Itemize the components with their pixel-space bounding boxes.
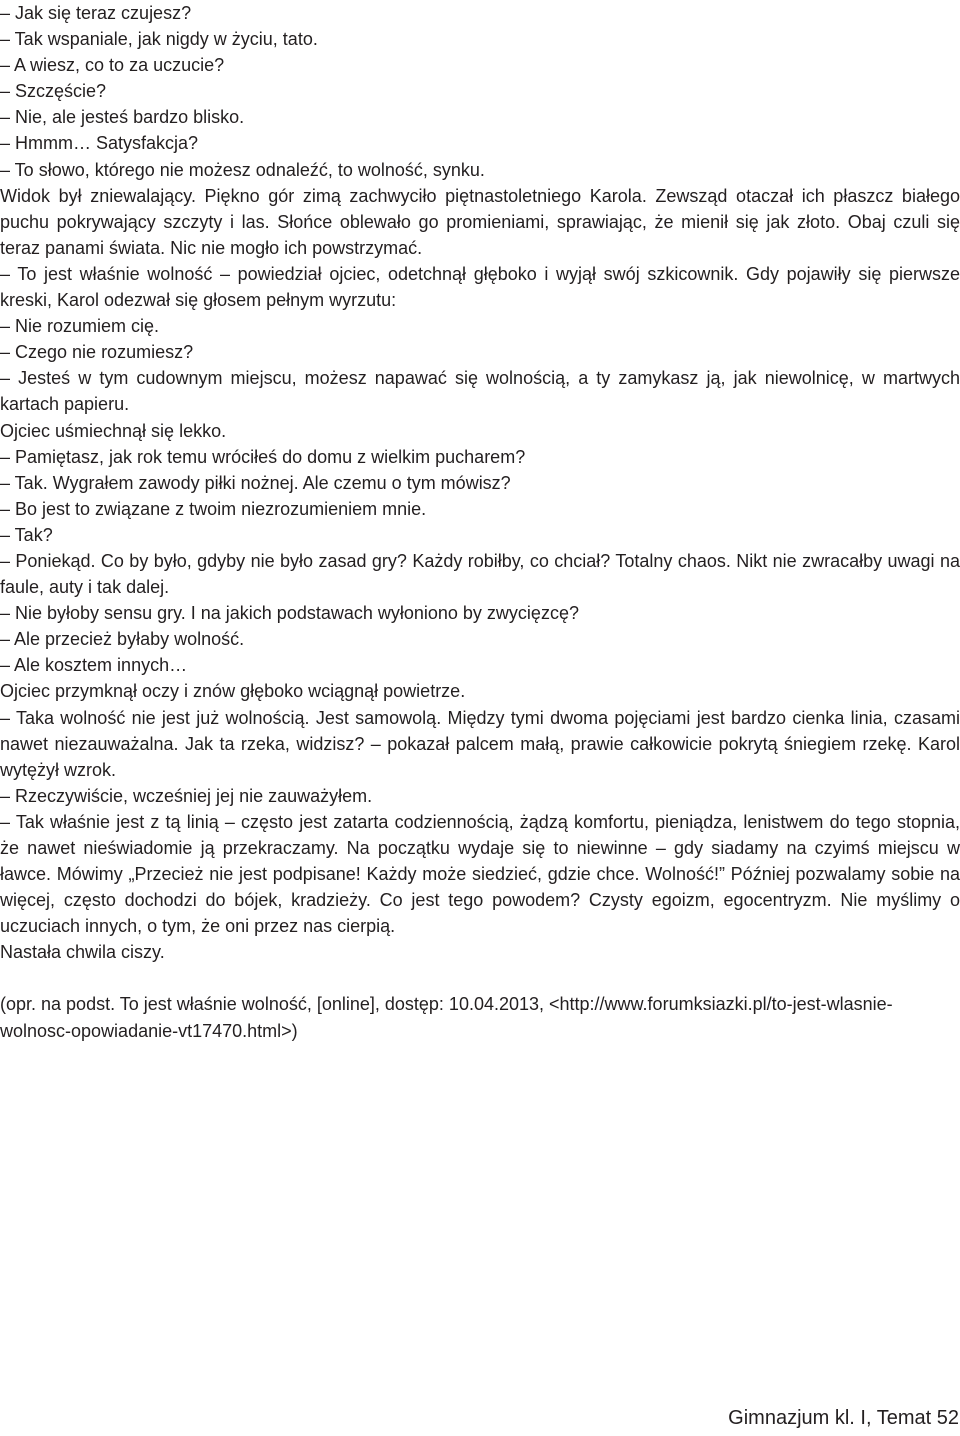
dialogue-paragraph-22: – Taka wolność nie jest już wolnością. Jest samowolą. Między tymi dwoma pojęciami jest bardzo cienka linia, czasami nawet niezauważalna. Jak ta rzeka, widzisz? – pokazał palcem małą, prawie całkowicie pokrytą śniegiem rzekę. Karol wytężył wzrok. <box>0 707 960 780</box>
dialogue-line-7: – To słowo, którego nie możesz odnaleźć, to wolność, synku. <box>0 159 485 180</box>
dialogue-line-1: – Jak się teraz czujesz? <box>0 3 192 23</box>
dialogue-line-4: – Szczęście? <box>0 81 107 102</box>
dialogue-line-2: – Tak wspaniale, jak nigdy w życiu, tato. <box>0 29 318 50</box>
narration-line-21: Ojciec przymknął oczy i znów głęboko wciągnął powietrze. <box>0 681 466 702</box>
source-citation: (opr. na podst. To jest właśnie wolność, [online], dostęp: 10.04.2013, <http://www.forumksiazki.pl/to-jest-wlasnie-wolnosc-opowiadanie-vt17470.html>) <box>0 994 893 1041</box>
narration-line-25: Nastała chwila ciszy. <box>0 942 165 963</box>
dialogue-line-16: – Tak? <box>0 524 53 545</box>
page-footer: Gimnazjum kl. I, Temat 52 <box>728 1407 959 1429</box>
dialogue-paragraph-24: – Tak właśnie jest z tą linią – często jest zatarta codziennością, żądzą komfortu, pieniądza, lenistwem do tego stopnia, że nawet nieświadomie ją przekraczamy. Na początku wydaje się to niewinne – gdy siadamy na czyimś miejscu w ławce. Mówimy „Przecież nie jest podpisane! Każdy może siedzieć, gdzie chce. Wolność!” Później pozwalamy sobie na więcej, często dochodzi do bójek, kradzieży. Co jest tego powodem? Czysty egoizm, egocentryzm. Nie myślimy o uczuciach innych, o tym, że oni przez nas cierpią. <box>0 811 960 937</box>
dialogue-line-18: – Nie byłoby sensu gry. I na jakich podstawach wyłoniono by zwycięzcę? <box>0 603 579 624</box>
dialogue-line-5: – Nie, ale jesteś bardzo blisko. <box>0 107 245 128</box>
narration-line-12: Ojciec uśmiechnął się lekko. <box>0 420 227 441</box>
dialogue-line-14: – Tak. Wygrałem zawody piłki nożnej. Ale czemu o tym mówisz? <box>0 472 511 493</box>
narration-paragraph-1: Widok był zniewalający. Piękno gór zimą zachwyciło piętnastoletniego Karola. Zewsząd otaczał ich płaszcz białego puchu pokrywający szczyty i las. Słońce oblewało go promieniami, sprawiając, że mienił się jak złoto. Obaj czuli się teraz panami świata. Nic nie mogło ich powstrzymać. <box>0 185 960 258</box>
dialogue-line-3: – A wiesz, co to za uczucie? <box>0 55 225 76</box>
dialogue-line-15: – Bo jest to związane z twoim niezrozumieniem mnie. <box>0 498 427 519</box>
dialogue-paragraph-8: – To jest właśnie wolność – powiedział ojciec, odetchnął głęboko i wyjął swój szkicownik. Gdy pojawiły się pierwsze kreski, Karol odezwał się głosem pełnym wyrzutu: <box>0 263 960 311</box>
dialogue-paragraph-11: – Jesteś w tym cudownym miejscu, możesz napawać się wolnością, a ty zamykasz ją, jak niewolnicę, w martwych kartach papieru. <box>0 368 960 415</box>
dialogue-line-20: – Ale kosztem innych… <box>0 655 188 676</box>
dialogue-line-6: – Hmmm… Satysfakcja? <box>0 133 199 154</box>
dialogue-paragraph-17: – Poniekąd. Co by było, gdyby nie było zasad gry? Każdy robiłby, co chciał? Totalny chaos. Nikt nie zwracałby uwagi na faule, auty i tak dalej. <box>0 550 960 598</box>
dialogue-line-13: – Pamiętasz, jak rok temu wróciłeś do domu z wielkim pucharem? <box>0 446 526 467</box>
dialogue-line-9: – Nie rozumiem cię. <box>0 316 160 337</box>
dialogue-line-19: – Ale przecież byłaby wolność. <box>0 629 245 650</box>
dialogue-line-10: – Czego nie rozumiesz? <box>0 342 194 363</box>
dialogue-line-23: – Rzeczywiście, wcześniej jej nie zauważyłem. <box>0 785 373 806</box>
